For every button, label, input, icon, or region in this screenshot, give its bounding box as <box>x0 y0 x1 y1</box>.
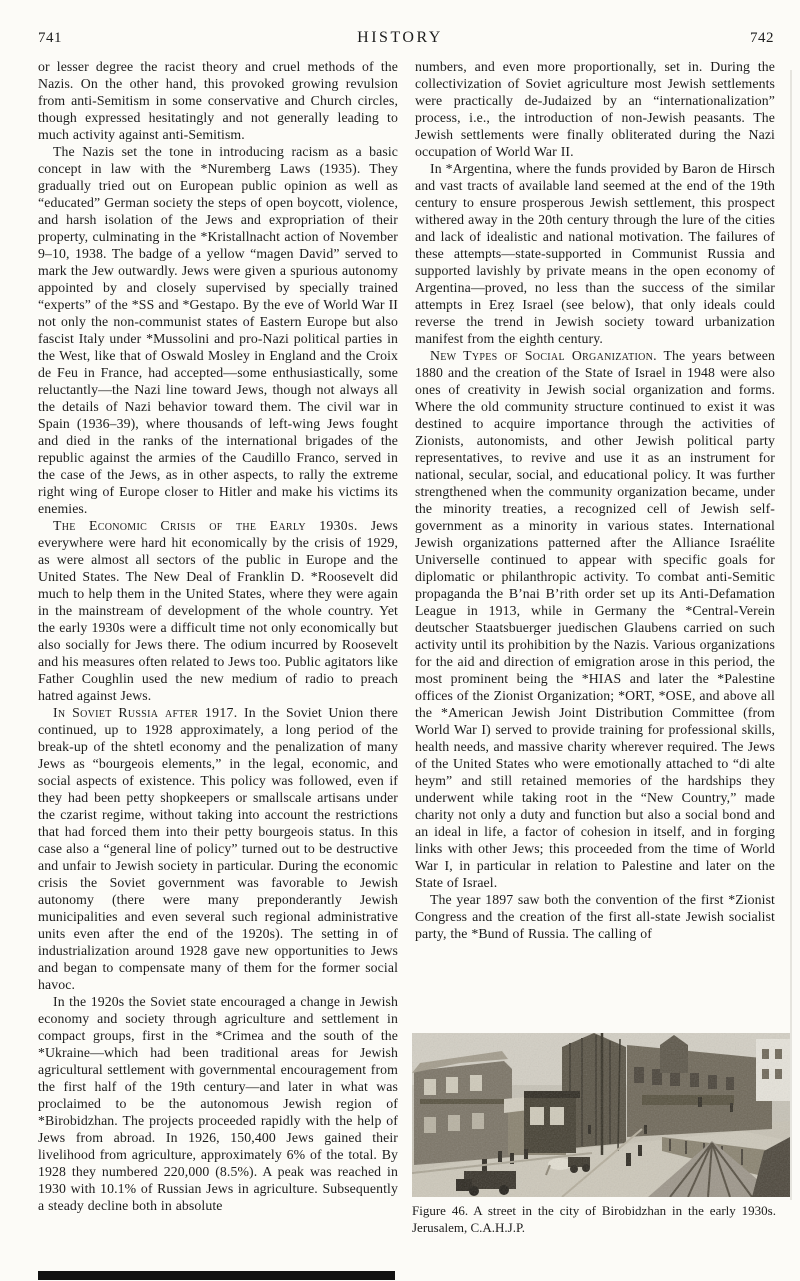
figure-block <box>412 1033 790 1236</box>
paragraph: or lesser degree the racist theory and cruel methods of the Nazis. On the other hand, this provoked growing revulsion from anti-Semitism in some conservative and Church circles, though expressed hesitatingly and not generally leading to much activity against anti-Semitism. <box>38 59 398 142</box>
birobidzhan-street-photo <box>412 1033 790 1197</box>
figure-caption: Figure 46. A street in the city of Birobidzhan in the early 1930s. Jerusalem, C.A.H.J.P. <box>412 1203 776 1235</box>
page-number-right: 742 <box>750 30 774 46</box>
paragraph: The Economic Crisis of the Early 1930s. Jews everywhere were hard hit economically by the crisis of 1929, as were almost all sectors of the public in Europe and the United States. The New Deal of Franklin D. *Roosevelt did much to help them in the United States, where they were again in the mainstream of development of the whole country. Yet the early 1930s were a difficult time not only economically but also socially for Jews there. The odium incurred by Roosevelt and his measures often related to Jews too. Public agitators like Father Coughlin used the new medium of radio to preach hatred against Jews. <box>38 518 398 703</box>
paragraph: The Nazis set the tone in introducing racism as a basic concept in law with the *Nuremberg Laws (1935). They gradually tried out on European public opinion as well as “educated” German society the steps of open boycott, violence, and harsh isolation of the Jews and expropriation of their property, culminating in the *Kristallnacht action of November 9–10, 1938. The badge of a yellow “magen David” served to mark the Jew outwardly. Jews were given a spurious autonomy appointed by and closely supervised by specially trained “experts” of the *SS and *Gestapo. By the eve of World War II not only the non-communist states of Eastern Europe but also fascist Italy under *Mussolini and pro-Nazi political parties in the West, like that of Oswald Mosley in England and the Croix de Feu in France, had accepted—some enthusiastically, some reluctantly—the Nazi line toward Jews, though not always all the details of Nazi behavior toward them. The civil war in Spain (1936–39), where thousands of left-wing Jews fought and died in the ranks of the international brigades of the republic against the armies of the Caudillo Franco, served in the case of the Jews, as in other aspects, to rally the extreme right wing of Europe closer to Hitler and make his victims its enemies. <box>38 144 398 516</box>
running-head-title: HISTORY <box>357 29 443 46</box>
run-in-heading: New Types of Social Organization. <box>430 348 657 363</box>
scan-artifact-bar <box>38 1271 395 1280</box>
left-column <box>38 58 398 1214</box>
paragraph: numbers, and even more proportionally, set in. During the collectivization of Soviet agriculture most Jewish settlements were practically de-Judaized by an “internationalization” process, i.e., the introduction of non-Jewish peasants. The Jewish settlements were finally obliterated during the Nazi occupation of World War II. <box>415 59 775 159</box>
right-column <box>415 58 775 942</box>
run-in-heading: In Soviet Russia after 1917. <box>53 705 238 720</box>
paragraph: The year 1897 saw both the convention of the first *Zionist Congress and the creation of the first all-state Jewish socialist party, the *Bund of Russia. The calling of <box>415 892 775 941</box>
paragraph: In the 1920s the Soviet state encouraged a change in Jewish economy and society through agriculture and settlement in compact groups, first in the *Crimea and the south of the *Ukraine—which had been traditional areas for Jewish agricultural settlement with governmental encouragement from the first half of the 19th century—and later in what was proclaimed to be the autonomous Jewish region of *Birobidzhan. The projects proceeded rapidly with the help of Jews from abroad. In 1926, 150,400 Jews gained their livelihood from agriculture, approximately 6% of the total. By 1928 they numbered 220,000 (8.5%). A peak was reached in 1930 with 10.1% of Russian Jews in agriculture. Subsequently a steady decline both in absolute <box>38 994 398 1213</box>
paragraph: In *Argentina, where the funds provided by Baron de Hirsch and vast tracts of available land seemed at the end of the 19th century to ensure prosperous Jewish settlement, this prospect withered away in the 20th century through the lure of the cities and lack of idealistic and national motivation. The failures of these attempts—state-supported in Communist Russia and supported lavishly by private means in the open economy of Argentina—proved, no less than the success of the similar attempts in Ereẓ Israel (see below), that only ideals could reverse the trend in Jewish society toward urbanization manifest from the eighth century. <box>415 161 775 346</box>
page-number-left: 741 <box>38 30 62 46</box>
paragraph: In Soviet Russia after 1917. In the Soviet Union there continued, up to 1928 approximately, a long period of the break-up of the shtetl economy and the penalization of many Jews as “bourgeois elements,” in the legal, economic, and social aspects of existence. This policy was followed, even if they had been petty shopkeepers or smallscale artisans under the czarist regime, without taking into account the restrictions that had forced them into their petty bourgeois status. In this case also a “general line of policy” turned out to be destructive and unfair to Jewish society in particular. During the economic crisis the Soviet government was favorable to Jewish autonomy (there were many preponderantly Jewish municipalities and even several such regional administrative units even after the end of the 1920s). The setting in of industrialization around 1928 gave new opportunities to Jews and began to compensate many of them for the former social havoc. <box>38 705 398 992</box>
paragraph: New Types of Social Organization. The years between 1880 and the creation of the State of Israel in 1948 were also ones of creativity in Jewish social organization and forms. Where the old community structure continued to exist it was destined to acquire importance through the activities of Zionists, autonomists, and other Jewish political party representatives, to revive and use it as an instrument for national, secular, social, and educational policy. It was further strengthened when the community organization became, under the minority treaties, a recognized cell of Jewish self-government as a minority in various states. International Jewish organizations patterned after the Alliance Israélite Universelle continued to appear with specific goals for diplomatic or philanthropic activity. To combat anti-Semitic propaganda the B’nai B’rith order set up its Anti-Defamation League in 1913, while in Germany the *Central-Verein deutscher Staatsbuerger juedischen Glaubens carried on such activity until its prohibition by the Nazis. Various organizations for the aid and direction of emigration arose in this period, the most prominent being the *HIAS and later the *Palestine offices of the Zionist Organization; *ORT, *OSE, and above all the *American Jewish Joint Distribution Committee (from World War I) served to provide training for professional skills, health needs, and massive charity wherever required. The Jews of the United States who were emotionally attached to “di alte heym” and still retained memories of the hardships they underwent while taking root in the “New Country,” made charity not only a duty and function but also a social bond and an ideal in life, a factor of cohesion in itself, and in forging links with other Jews; this proceeded from the time of World War I, in particular in relation to Palestine and later on the State of Israel. <box>415 348 776 890</box>
run-in-heading: The Economic Crisis of the Early 1930s. <box>53 518 358 533</box>
scan-gutter-line <box>790 70 792 1200</box>
